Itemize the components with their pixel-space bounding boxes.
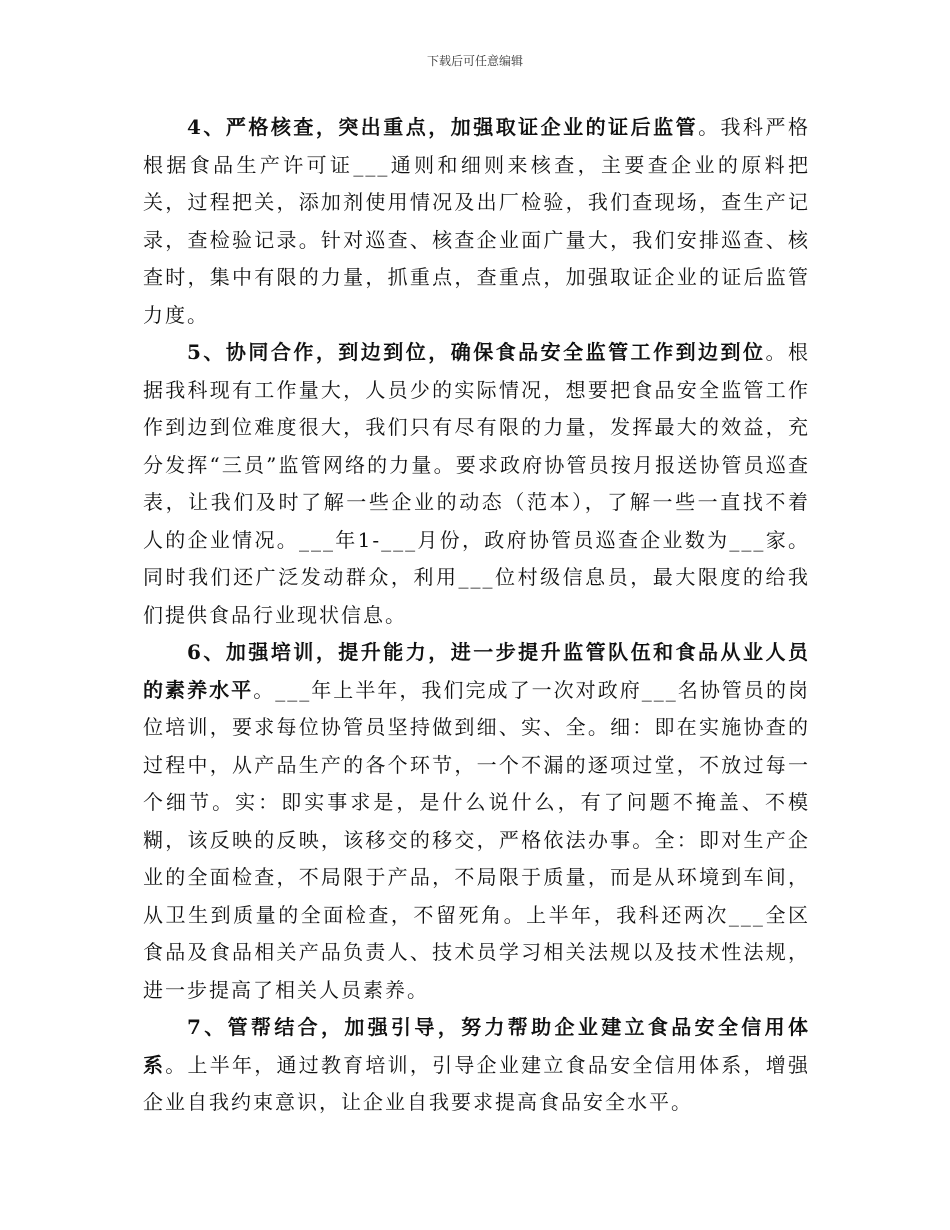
page-header: 下载后可任意编辑 — [426, 54, 523, 68]
paragraph-5 — [143, 334, 810, 634]
paragraph-7-text: 。上半年，通过教育培训，引导企业建立食品安全信用体系，增强企业自我约束意识，让企业自我要求提高食品安全水平。 — [143, 1052, 811, 1114]
paragraph-6-heading: 6、加强培训，提升能力，进一步提升监管队伍和食品从业人员的素养水平 — [143, 640, 810, 702]
paragraph-5-heading: 5、协同合作，到边到位，确保食品安全监管工作到边到位 — [187, 340, 766, 364]
document-body — [143, 109, 810, 1122]
paragraph-5-text: 。根据我科现有工作量大，人员少的实际情况，想要把食品安全监管工作作到边到位难度很大，我们只有尽有限的力量，发挥最大的效益，充分发挥“三员”监管网络的力量。要求政府协管员按月报送协管员巡查表，让我们及时了解一些企业的动态（范本），了解一些一直找不着人的企业情况。___年1-___月份，政府协管员巡查企业数为___家。同时我们还广泛发动群众，利用___位村级信息员，最大限度的给我们提供食品行业现状信息。 — [143, 340, 810, 627]
paragraph-7 — [143, 1009, 810, 1122]
paragraph-6 — [143, 634, 810, 1009]
paragraph-7-heading: 7、管帮结合，加强引导，努力帮助企业建立食品安全信用体系 — [143, 1015, 810, 1077]
paragraph-4-heading: 4、严格核查，突出重点，加强取证企业的证后监管 — [187, 115, 699, 139]
paragraph-4 — [143, 109, 810, 334]
paragraph-4-text: 。我科严格根据食品生产许可证___通则和细则来核查，主要查企业的原料把关，过程把关，添加剂使用情况及出厂检验，我们查现场，查生产记录，查检验记录。针对巡查、核查企业面广量大，我们安排巡查、核查时，集中有限的力量，抓重点，查重点，加强取证企业的证后监管力度。 — [143, 115, 810, 327]
paragraph-6-text: 。___年上半年，我们完成了一次对政府___名协管员的岗位培训，要求每位协管员坚持做到细、实、全。细：即在实施协查的过程中，从产品生产的各个环节，一个不漏的逐项过堂，不放过每一个细节。实：即实事求是，是什么说什么，有了问题不掩盖、不模糊，该反映的反映，该移交的移交，严格依法办事。全：即对生产企业的全面检查，不局限于产品，不局限于质量，而是从环境到车间，从卫生到质量的全面检查，不留死角。上半年，我科还两次___全区食品及食品相关产品负责人、技术员学习相关法规以及技术性法规，进一步提高了相关人员素养。 — [143, 677, 811, 1002]
